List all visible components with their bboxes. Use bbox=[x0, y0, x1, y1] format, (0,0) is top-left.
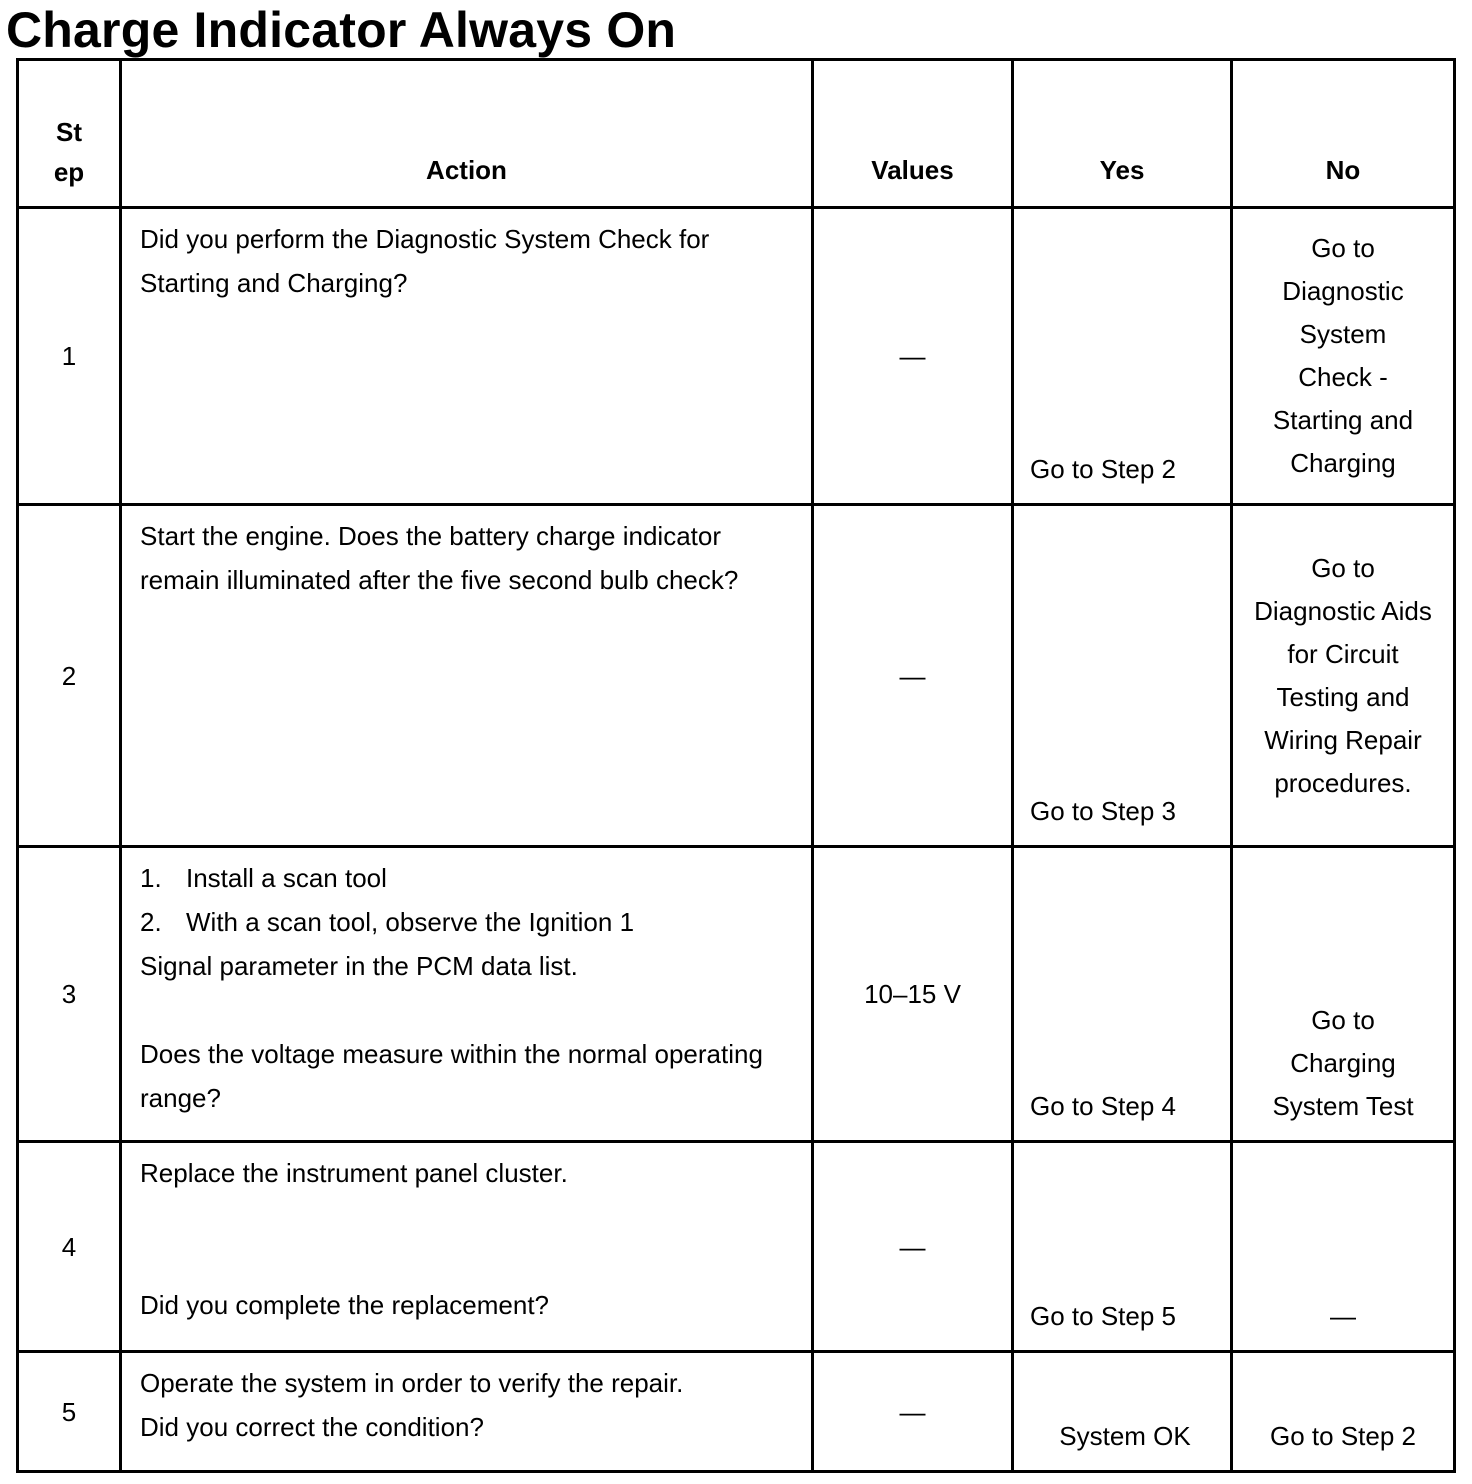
header-step-line2: ep bbox=[53, 157, 85, 187]
no-line: Starting and bbox=[1272, 405, 1414, 435]
header-action: Action bbox=[121, 60, 813, 208]
table-row bbox=[18, 847, 1455, 1142]
no-line: Go to bbox=[1311, 552, 1375, 583]
action-line: Replace the instrument panel cluster. bbox=[140, 1158, 568, 1188]
no-line: Diagnostic Aids bbox=[1254, 595, 1432, 626]
yes-link[interactable]: Go to Step 2 bbox=[1013, 208, 1232, 505]
yes-link[interactable]: Go to Step 5 bbox=[1013, 1142, 1232, 1352]
header-step-line1: St bbox=[56, 117, 82, 147]
header-step bbox=[18, 60, 121, 208]
step-number: 5 bbox=[18, 1352, 121, 1472]
list-text: With a scan tool, observe the Ignition 1 bbox=[186, 907, 635, 937]
no-line: Charging bbox=[1290, 448, 1396, 478]
page-title: Charge Indicator Always On bbox=[6, 2, 677, 58]
action-question: Did you correct the condition? bbox=[140, 1412, 484, 1442]
table-row bbox=[18, 505, 1455, 847]
action-text bbox=[121, 847, 813, 1142]
no-link[interactable] bbox=[1232, 505, 1455, 847]
no-line: System bbox=[1299, 319, 1387, 349]
step-number: 1 bbox=[18, 208, 121, 505]
no-line: System Test bbox=[1272, 1091, 1414, 1121]
value-cell: — bbox=[813, 208, 1013, 505]
step-number: 4 bbox=[18, 1142, 121, 1352]
header-no: No bbox=[1232, 60, 1455, 208]
value-cell: — bbox=[813, 505, 1013, 847]
table-row bbox=[18, 208, 1455, 505]
yes-link[interactable]: Go to Step 3 bbox=[1013, 505, 1232, 847]
yes-cell: System OK bbox=[1013, 1352, 1232, 1472]
action-question: Does the voltage measure within the normal operating range? bbox=[140, 1039, 763, 1113]
step-number: 2 bbox=[18, 505, 121, 847]
action-text bbox=[121, 208, 813, 505]
action-line: Operate the system in order to verify the repair. bbox=[140, 1368, 684, 1398]
no-cell: — bbox=[1232, 1142, 1455, 1352]
diagnostic-table bbox=[16, 58, 1456, 1473]
no-link[interactable] bbox=[1232, 208, 1455, 505]
value-cell: — bbox=[813, 1352, 1013, 1472]
header-yes: Yes bbox=[1013, 60, 1232, 208]
action-question: Did you complete the replacement? bbox=[140, 1290, 550, 1320]
header-values: Values bbox=[813, 60, 1013, 208]
no-link[interactable]: Go to Step 2 bbox=[1232, 1352, 1455, 1472]
no-line: Check - bbox=[1298, 362, 1388, 392]
no-line: Wiring Repair bbox=[1264, 724, 1422, 755]
no-line: Go to bbox=[1311, 233, 1375, 263]
no-line: Go to bbox=[1311, 1005, 1375, 1035]
no-line: for Circuit bbox=[1287, 638, 1399, 669]
no-line: Testing and bbox=[1276, 681, 1410, 712]
step-number: 3 bbox=[18, 847, 121, 1142]
no-line: Charging bbox=[1290, 1048, 1396, 1078]
action-line: Did you perform the Diagnostic System Check for Starting and Charging? bbox=[140, 224, 710, 298]
yes-link[interactable]: Go to Step 4 bbox=[1013, 847, 1232, 1142]
value-cell: — bbox=[813, 1142, 1013, 1352]
header-row bbox=[18, 60, 1455, 208]
list-number: 1. bbox=[140, 863, 162, 893]
value-cell: 10–15 V bbox=[813, 847, 1013, 1142]
table-row bbox=[18, 1142, 1455, 1352]
action-line: Start the engine. Does the battery charge indicator remain illuminated after the five second bulb check? bbox=[140, 521, 739, 595]
action-list-item bbox=[140, 856, 793, 900]
no-line: procedures. bbox=[1274, 767, 1412, 798]
action-list-item bbox=[140, 900, 793, 944]
no-line: Diagnostic bbox=[1282, 276, 1404, 306]
no-link[interactable] bbox=[1232, 847, 1455, 1142]
action-line: Signal parameter in the PCM data list. bbox=[140, 951, 578, 981]
table-row bbox=[18, 1352, 1455, 1472]
action-text bbox=[121, 1142, 813, 1352]
action-text bbox=[121, 1352, 813, 1472]
list-text: Install a scan tool bbox=[186, 863, 387, 893]
list-number: 2. bbox=[140, 907, 162, 937]
action-text bbox=[121, 505, 813, 847]
